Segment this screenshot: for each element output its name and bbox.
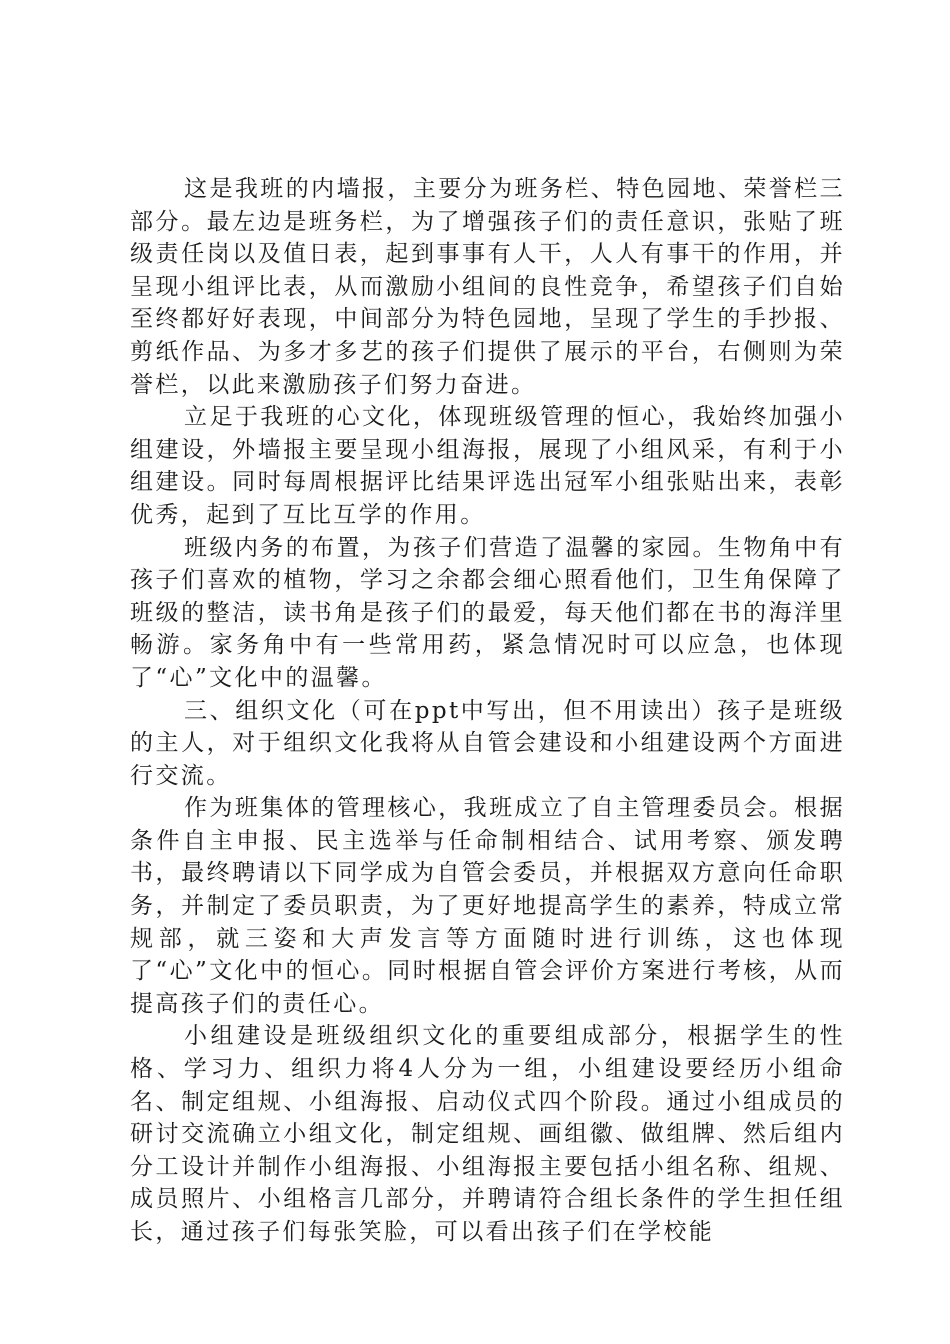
paragraph-wall-newspaper: 这是我班的内墙报，主要分为班务栏、特色园地、荣誉栏三部分。最左边是班务栏，为了增强孩子们的责任意识，张贴了班级责任岗以及值日表，起到事事有人干，人人有事干的作用，并呈现小组评比表，从而激励小组间的良性竞争，希望孩子们自始至终都好好表现，中间部分为特色园地，呈现了学生的手抄报、剪纸作品、为多才多艺的孩子们提供了展示的平台，右侧则为荣誉栏，以此来激励孩子们努力奋进。	[130, 176, 845, 398]
paragraph-organization-culture: 三、组织文化（可在ppt中写出，但不用读出）孩子是班级的主人，对于组织文化我将从自管会建设和小组建设两个方面进行交流。	[130, 697, 845, 789]
paragraph-self-management-committee: 作为班集体的管理核心，我班成立了自主管理委员会。根据条件自主申报、民主选举与任命制相结合、试用考察、颁发聘书，最终聘请以下同学成为自管会委员，并根据双方意向任命职务，并制定了委员职责，为了更好地提高学生的素养，特成立常规部，就三姿和大声发言等方面随时进行训练，这也体现了“心”文化中的恒心。同时根据自管会评价方案进行考核，从而提高孩子们的责任心。	[130, 795, 845, 1017]
paragraph-group-building: 小组建设是班级组织文化的重要组成部分，根据学生的性格、学习力、组织力将4人分为一组，小组建设要经历小组命名、制定组规、小组海报、启动仪式四个阶段。通过小组成员的研讨交流确立小组文化，制定组规、画组徽、做组牌、然后组内分工设计并制作小组海报、小组海报主要包括小组名称、组规、成员照片、小组格言几部分，并聘请符合组长条件的学生担任组长，通过孩子们每张笑脸，可以看出孩子们在学校能	[130, 1023, 845, 1245]
document-body	[130, 173, 845, 1249]
paragraph-heart-culture: 立足于我班的心文化，体现班级管理的恒心，我始终加强小组建设，外墙报主要呈现小组海报，展现了小组风采，有利于小组建设。同时每周根据评比结果评选出冠军小组张贴出来，表彰优秀，起到了互比互学的作用。	[130, 404, 845, 528]
paragraph-class-layout: 班级内务的布置，为孩子们营造了温馨的家园。生物角中有孩子们喜欢的植物，学习之余都会细心照看他们，卫生角保障了班级的整洁，读书角是孩子们的最爱，每天他们都在书的海洋里畅游。家务角中有一些常用药，紧急情况时可以应急，也体现了“心”文化中的温馨。	[130, 534, 845, 691]
